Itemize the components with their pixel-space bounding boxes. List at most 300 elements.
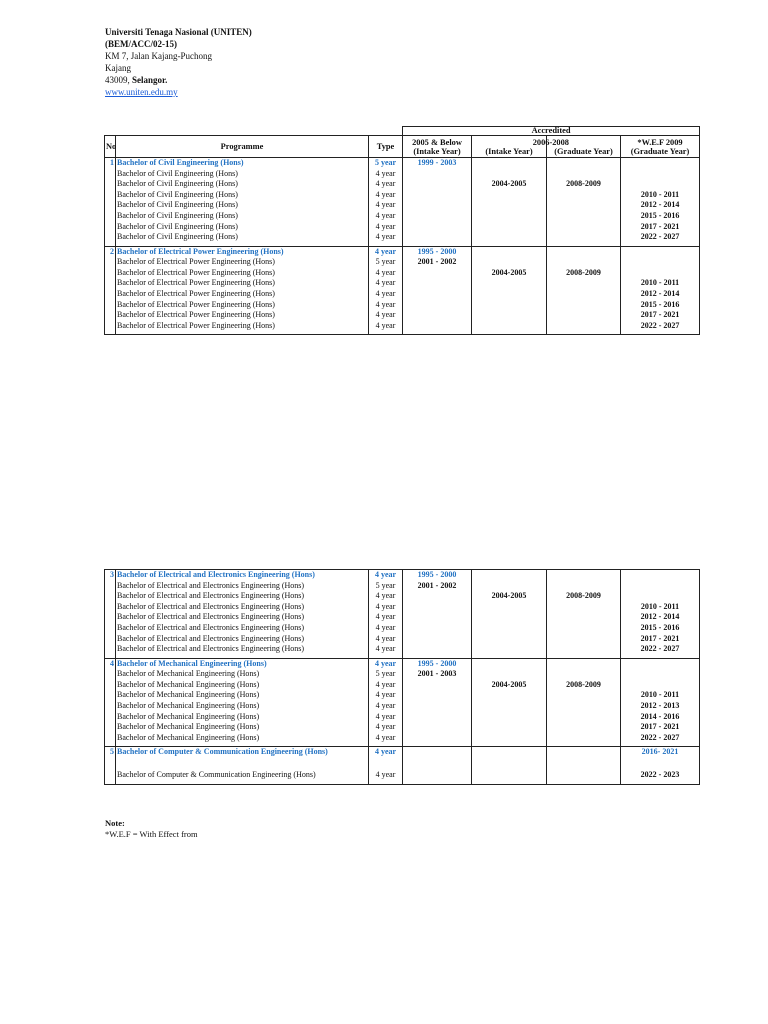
intake-year-2006 bbox=[472, 321, 547, 335]
year-2005-below bbox=[403, 680, 472, 691]
programme-type: 4 year bbox=[369, 722, 403, 733]
programme-title: Bachelor of Computer & Communication Engineering (Hons) bbox=[116, 747, 369, 758]
number-cell bbox=[105, 634, 116, 645]
year-2005-below bbox=[403, 321, 472, 335]
programme-name: Bachelor of Electrical Power Engineering (Hons) bbox=[116, 268, 369, 279]
wef-graduate-year bbox=[621, 268, 700, 279]
graduate-year-2006 bbox=[547, 300, 621, 311]
programme-name: Bachelor of Civil Engineering (Hons) bbox=[116, 200, 369, 211]
intake-year-2006 bbox=[472, 211, 547, 222]
programme-type: 4 year bbox=[369, 310, 403, 321]
table-row bbox=[105, 770, 700, 785]
programme-type: 4 year bbox=[369, 644, 403, 658]
graduate-year-2006 bbox=[547, 211, 621, 222]
intake-year-2006: 2004-2005 bbox=[472, 591, 547, 602]
programme-title-row bbox=[105, 658, 700, 669]
year-2005-below bbox=[403, 701, 472, 712]
programme-number: 3 bbox=[105, 570, 116, 581]
wef-graduate-year: 2012 - 2014 bbox=[621, 200, 700, 211]
year-2005-below bbox=[403, 602, 472, 613]
wef-graduate-year: 2010 - 2011 bbox=[621, 278, 700, 289]
graduate-year-2006 bbox=[547, 733, 621, 747]
programme-name: Bachelor of Civil Engineering (Hons) bbox=[116, 232, 369, 246]
number-cell bbox=[105, 232, 116, 246]
intake-year-2006 bbox=[472, 169, 547, 180]
programme-title-row bbox=[105, 246, 700, 257]
col-2006-intake-header bbox=[472, 136, 569, 158]
programme-name: Bachelor of Electrical and Electronics Engineering (Hons) bbox=[116, 644, 369, 658]
number-cell bbox=[105, 310, 116, 321]
intake-year-2006 bbox=[472, 190, 547, 201]
programme-type: 4 year bbox=[369, 770, 403, 785]
number-cell bbox=[105, 211, 116, 222]
intake-cell bbox=[472, 747, 547, 758]
intake-year-2006 bbox=[472, 300, 547, 311]
graduate-year-2006 bbox=[547, 169, 621, 180]
wef-graduate-year: 2015 - 2016 bbox=[621, 300, 700, 311]
programme-type: 4 year bbox=[369, 169, 403, 180]
programme-name: Bachelor of Mechanical Engineering (Hons) bbox=[116, 680, 369, 691]
programme-name: Bachelor of Civil Engineering (Hons) bbox=[116, 179, 369, 190]
graduate-year-2006 bbox=[547, 232, 621, 246]
programme-title-wef bbox=[621, 658, 700, 669]
address-line-1: KM 7, Jalan Kajang-Puchong bbox=[105, 51, 212, 61]
programme-name: Bachelor of Mechanical Engineering (Hons) bbox=[116, 733, 369, 747]
wef-graduate-year: 2022 - 2027 bbox=[621, 733, 700, 747]
table-row bbox=[105, 211, 700, 222]
number-cell bbox=[105, 169, 116, 180]
programme-type: 4 year bbox=[369, 612, 403, 623]
programme-title-2005: 1995 - 2000 bbox=[403, 246, 472, 257]
state: Selangor. bbox=[132, 75, 168, 85]
programme-type: 4 year bbox=[369, 701, 403, 712]
programme-title-type: 5 year bbox=[369, 158, 403, 169]
number-cell bbox=[105, 300, 116, 311]
table-row bbox=[105, 722, 700, 733]
programme-type: 4 year bbox=[369, 222, 403, 233]
table-row bbox=[105, 644, 700, 658]
number-cell bbox=[105, 257, 116, 268]
graduate-cell bbox=[547, 570, 621, 581]
graduate-year-2006: 2008-2009 bbox=[547, 179, 621, 190]
year-2005-below: 2001 - 2003 bbox=[403, 669, 472, 680]
wef-graduate-year: 2022 - 2027 bbox=[621, 232, 700, 246]
programme-type: 4 year bbox=[369, 602, 403, 613]
programme-title-row bbox=[105, 158, 700, 169]
programme-name: Bachelor of Mechanical Engineering (Hons) bbox=[116, 712, 369, 723]
programme-name: Bachelor of Civil Engineering (Hons) bbox=[116, 169, 369, 180]
number-cell bbox=[105, 758, 116, 770]
number-cell bbox=[105, 591, 116, 602]
number-cell bbox=[105, 222, 116, 233]
programme-type: 4 year bbox=[369, 733, 403, 747]
year-2005-below: 2001 - 2002 bbox=[403, 581, 472, 592]
year-2005-below bbox=[403, 733, 472, 747]
intake-year-2006 bbox=[472, 623, 547, 634]
year-2005-below: 2001 - 2002 bbox=[403, 257, 472, 268]
table-row bbox=[105, 300, 700, 311]
year-2005-below bbox=[403, 232, 472, 246]
col-2005-label: 2005 & Below bbox=[412, 137, 462, 147]
programme-title-type: 4 year bbox=[369, 570, 403, 581]
programme-number: 2 bbox=[105, 246, 116, 257]
graduate-year-2006 bbox=[547, 200, 621, 211]
year-2005-below bbox=[403, 612, 472, 623]
number-cell bbox=[105, 712, 116, 723]
number-cell bbox=[105, 581, 116, 592]
programme-name: Bachelor of Electrical and Electronics Engineering (Hons) bbox=[116, 634, 369, 645]
intake-year-2006: 2004-2005 bbox=[472, 680, 547, 691]
accreditation-table-1 bbox=[104, 126, 700, 335]
graduate-year-2006 bbox=[547, 581, 621, 592]
programme-name: Bachelor of Electrical Power Engineering (Hons) bbox=[116, 310, 369, 321]
graduate-year-2006 bbox=[547, 701, 621, 712]
graduate-year-2006 bbox=[547, 644, 621, 658]
programme-title-wef bbox=[621, 158, 700, 169]
col-programme-header: Programme bbox=[116, 136, 369, 158]
table-row bbox=[105, 758, 700, 770]
year-2005-below bbox=[403, 623, 472, 634]
graduate-year-2006 bbox=[547, 722, 621, 733]
graduate-year-2006 bbox=[547, 758, 621, 770]
programme-type: 4 year bbox=[369, 623, 403, 634]
programme-name: Bachelor of Electrical and Electronics Engineering (Hons) bbox=[116, 581, 369, 592]
graduate-year-2006 bbox=[547, 222, 621, 233]
intake-year-2006 bbox=[472, 581, 547, 592]
intake-year-2006 bbox=[472, 232, 547, 246]
programme-title: Bachelor of Electrical and Electronics Engineering (Hons) bbox=[116, 570, 369, 581]
postcode: 43009, bbox=[105, 75, 130, 85]
year-2005-below bbox=[403, 278, 472, 289]
table-row bbox=[105, 602, 700, 613]
graduate-year-2006 bbox=[547, 712, 621, 723]
intake-year-2006 bbox=[472, 722, 547, 733]
programme-title: Bachelor of Mechanical Engineering (Hons) bbox=[116, 658, 369, 669]
programme-name: Bachelor of Electrical Power Engineering (Hons) bbox=[116, 321, 369, 335]
number-cell bbox=[105, 690, 116, 701]
programme-type bbox=[369, 758, 403, 770]
programme-name: Bachelor of Electrical Power Engineering (Hons) bbox=[116, 257, 369, 268]
table-row bbox=[105, 200, 700, 211]
programme-type: 4 year bbox=[369, 591, 403, 602]
programme-name: Bachelor of Electrical and Electronics Engineering (Hons) bbox=[116, 612, 369, 623]
number-cell bbox=[105, 321, 116, 335]
intake-year-2006 bbox=[472, 690, 547, 701]
col-2005-sublabel: (Intake Year) bbox=[413, 146, 461, 156]
number-cell bbox=[105, 644, 116, 658]
wef-graduate-year: 2017 - 2021 bbox=[621, 222, 700, 233]
programme-type: 4 year bbox=[369, 300, 403, 311]
year-2005-below bbox=[403, 179, 472, 190]
number-cell bbox=[105, 200, 116, 211]
intake-cell bbox=[472, 246, 547, 257]
col-type-header: Type bbox=[369, 136, 403, 158]
programme-name: Bachelor of Electrical and Electronics Engineering (Hons) bbox=[116, 623, 369, 634]
programme-title-type: 4 year bbox=[369, 658, 403, 669]
intake-year-2006 bbox=[472, 602, 547, 613]
table-row bbox=[105, 278, 700, 289]
programme-name bbox=[116, 758, 369, 770]
table-row bbox=[105, 289, 700, 300]
year-2005-below bbox=[403, 300, 472, 311]
graduate-year-2006: 2008-2009 bbox=[547, 591, 621, 602]
intake-year-2006 bbox=[472, 669, 547, 680]
website-link[interactable]: www.uniten.edu.my bbox=[105, 87, 178, 97]
intake-year-2006: 2004-2005 bbox=[472, 179, 547, 190]
number-cell bbox=[105, 701, 116, 712]
year-2005-below bbox=[403, 190, 472, 201]
programme-name: Bachelor of Computer & Communication Engineering (Hons) bbox=[116, 770, 369, 785]
year-2005-below bbox=[403, 211, 472, 222]
graduate-year-2006 bbox=[547, 278, 621, 289]
programme-title-row bbox=[105, 570, 700, 581]
graduate-year-2006 bbox=[547, 310, 621, 321]
intake-year-2006 bbox=[472, 644, 547, 658]
intake-year-2006 bbox=[472, 758, 547, 770]
table-row bbox=[105, 634, 700, 645]
number-cell bbox=[105, 179, 116, 190]
programme-title-wef: 2016- 2021 bbox=[621, 747, 700, 758]
programme-name: Bachelor of Electrical Power Engineering (Hons) bbox=[116, 300, 369, 311]
graduate-year-2006 bbox=[547, 289, 621, 300]
year-2005-below bbox=[403, 644, 472, 658]
graduate-cell bbox=[547, 658, 621, 669]
programme-name: Bachelor of Mechanical Engineering (Hons) bbox=[116, 690, 369, 701]
wef-graduate-year: 2012 - 2013 bbox=[621, 701, 700, 712]
table-row bbox=[105, 612, 700, 623]
wef-graduate-year: 2017 - 2021 bbox=[621, 722, 700, 733]
programme-title-2005: 1995 - 2000 bbox=[403, 570, 472, 581]
table-row bbox=[105, 623, 700, 634]
wef-graduate-year: 2015 - 2016 bbox=[621, 623, 700, 634]
graduate-year-2006 bbox=[547, 634, 621, 645]
col-2006-grad-label: (Graduate Year) bbox=[554, 146, 613, 156]
number-cell bbox=[105, 268, 116, 279]
intake-cell bbox=[472, 570, 547, 581]
programme-type: 4 year bbox=[369, 278, 403, 289]
wef-graduate-year: 2010 - 2011 bbox=[621, 602, 700, 613]
wef-graduate-year bbox=[621, 179, 700, 190]
programme-title-type: 4 year bbox=[369, 747, 403, 758]
programme-type: 4 year bbox=[369, 179, 403, 190]
intake-year-2006 bbox=[472, 701, 547, 712]
intake-year-2006 bbox=[472, 278, 547, 289]
col-wef-label: *W.E.F 2009 bbox=[637, 137, 683, 147]
col-wef-sublabel: (Graduate Year) bbox=[630, 146, 690, 156]
col-wef-header bbox=[621, 136, 700, 158]
number-cell bbox=[105, 722, 116, 733]
programme-type: 4 year bbox=[369, 190, 403, 201]
intake-year-2006 bbox=[472, 310, 547, 321]
wef-graduate-year: 2017 - 2021 bbox=[621, 634, 700, 645]
number-cell bbox=[105, 612, 116, 623]
col-2006-intake-label: (Intake Year) bbox=[485, 146, 533, 156]
programme-name: Bachelor of Mechanical Engineering (Hons) bbox=[116, 722, 369, 733]
table-row bbox=[105, 222, 700, 233]
col-no-header: No bbox=[105, 136, 116, 158]
table-row bbox=[105, 257, 700, 268]
year-2005-below bbox=[403, 169, 472, 180]
wef-graduate-year bbox=[621, 669, 700, 680]
graduate-year-2006: 2008-2009 bbox=[547, 268, 621, 279]
programme-type: 4 year bbox=[369, 634, 403, 645]
wef-graduate-year: 2012 - 2014 bbox=[621, 289, 700, 300]
programme-type: 4 year bbox=[369, 232, 403, 246]
accredited-header: Accredited bbox=[403, 127, 700, 136]
programme-name: Bachelor of Electrical and Electronics Engineering (Hons) bbox=[116, 591, 369, 602]
programme-type: 5 year bbox=[369, 581, 403, 592]
table-row bbox=[105, 690, 700, 701]
graduate-year-2006 bbox=[547, 770, 621, 785]
year-2005-below bbox=[403, 268, 472, 279]
programme-type: 5 year bbox=[369, 257, 403, 268]
year-2005-below bbox=[403, 722, 472, 733]
programme-title-2005: 1995 - 2000 bbox=[403, 658, 472, 669]
programme-title-row bbox=[105, 747, 700, 758]
intake-year-2006 bbox=[472, 634, 547, 645]
col-2005-header bbox=[403, 136, 472, 158]
table-row bbox=[105, 701, 700, 712]
number-cell bbox=[105, 278, 116, 289]
programme-title-wef bbox=[621, 246, 700, 257]
year-2005-below bbox=[403, 712, 472, 723]
table-row bbox=[105, 190, 700, 201]
university-name: Universiti Tenaga Nasional (UNITEN) bbox=[105, 27, 252, 37]
programme-type: 4 year bbox=[369, 321, 403, 335]
graduate-cell bbox=[547, 747, 621, 758]
year-2005-below bbox=[403, 310, 472, 321]
programme-name: Bachelor of Mechanical Engineering (Hons) bbox=[116, 701, 369, 712]
programme-title-wef bbox=[621, 570, 700, 581]
table-row bbox=[105, 169, 700, 180]
intake-year-2006 bbox=[472, 733, 547, 747]
intake-year-2006 bbox=[472, 712, 547, 723]
col-2006-label: 2006-2008 bbox=[532, 137, 569, 147]
programme-type: 4 year bbox=[369, 211, 403, 222]
wef-graduate-year: 2010 - 2011 bbox=[621, 190, 700, 201]
table-row bbox=[105, 321, 700, 335]
number-cell bbox=[105, 602, 116, 613]
programme-type: 4 year bbox=[369, 680, 403, 691]
wef-graduate-year bbox=[621, 169, 700, 180]
address-line-2: Kajang bbox=[105, 63, 131, 73]
programme-name: Bachelor of Civil Engineering (Hons) bbox=[116, 211, 369, 222]
graduate-year-2006: 2008-2009 bbox=[547, 680, 621, 691]
year-2005-below bbox=[403, 634, 472, 645]
year-2005-below bbox=[403, 222, 472, 233]
year-2005-below bbox=[403, 758, 472, 770]
wef-graduate-year bbox=[621, 581, 700, 592]
accreditation-code: (BEM/ACC/02-15) bbox=[105, 39, 177, 49]
programme-title-type: 4 year bbox=[369, 246, 403, 257]
table-row bbox=[105, 669, 700, 680]
note-label: Note: bbox=[105, 818, 125, 828]
address-line-3 bbox=[105, 74, 252, 86]
year-2005-below bbox=[403, 690, 472, 701]
programme-type: 5 year bbox=[369, 669, 403, 680]
year-2005-below bbox=[403, 770, 472, 785]
table-row bbox=[105, 591, 700, 602]
wef-graduate-year: 2022 - 2027 bbox=[621, 644, 700, 658]
graduate-year-2006 bbox=[547, 190, 621, 201]
number-cell bbox=[105, 669, 116, 680]
programme-number: 4 bbox=[105, 658, 116, 669]
table-row bbox=[105, 733, 700, 747]
graduate-year-2006 bbox=[547, 623, 621, 634]
graduate-year-2006 bbox=[547, 669, 621, 680]
programme-type: 4 year bbox=[369, 712, 403, 723]
programme-title-2005: 1999 - 2003 bbox=[403, 158, 472, 169]
graduate-year-2006 bbox=[547, 602, 621, 613]
table-row bbox=[105, 268, 700, 279]
intake-year-2006 bbox=[472, 200, 547, 211]
wef-graduate-year: 2014 - 2016 bbox=[621, 712, 700, 723]
graduate-year-2006 bbox=[547, 257, 621, 268]
note-text: *W.E.F = With Effect from bbox=[105, 829, 198, 839]
number-cell bbox=[105, 623, 116, 634]
graduate-year-2006 bbox=[547, 321, 621, 335]
wef-graduate-year: 2010 - 2011 bbox=[621, 690, 700, 701]
wef-graduate-year: 2017 - 2021 bbox=[621, 310, 700, 321]
intake-year-2006 bbox=[472, 257, 547, 268]
programme-name: Bachelor of Civil Engineering (Hons) bbox=[116, 222, 369, 233]
intake-cell bbox=[472, 658, 547, 669]
wef-graduate-year bbox=[621, 758, 700, 770]
wef-graduate-year: 2022 - 2027 bbox=[621, 321, 700, 335]
wef-graduate-year: 2015 - 2016 bbox=[621, 211, 700, 222]
intake-year-2006 bbox=[472, 612, 547, 623]
programme-number: 1 bbox=[105, 158, 116, 169]
programme-name: Bachelor of Mechanical Engineering (Hons) bbox=[116, 669, 369, 680]
wef-graduate-year: 2012 - 2014 bbox=[621, 612, 700, 623]
number-cell bbox=[105, 733, 116, 747]
programme-name: Bachelor of Civil Engineering (Hons) bbox=[116, 190, 369, 201]
wef-graduate-year bbox=[621, 680, 700, 691]
wef-graduate-year bbox=[621, 257, 700, 268]
intake-year-2006: 2004-2005 bbox=[472, 268, 547, 279]
accreditation-table-2 bbox=[104, 569, 700, 785]
intake-year-2006 bbox=[472, 289, 547, 300]
wef-graduate-year bbox=[621, 591, 700, 602]
programme-number: 5 bbox=[105, 747, 116, 758]
intake-cell bbox=[472, 158, 547, 169]
table-row bbox=[105, 581, 700, 592]
graduate-year-2006 bbox=[547, 612, 621, 623]
graduate-cell bbox=[547, 246, 621, 257]
programme-type: 4 year bbox=[369, 200, 403, 211]
wef-graduate-year: 2022 - 2023 bbox=[621, 770, 700, 785]
table-row bbox=[105, 232, 700, 246]
programme-title-2005 bbox=[403, 747, 472, 758]
institution-header bbox=[105, 26, 252, 98]
table-row bbox=[105, 680, 700, 691]
year-2005-below bbox=[403, 591, 472, 602]
graduate-year-2006 bbox=[547, 690, 621, 701]
number-cell bbox=[105, 680, 116, 691]
year-2005-below bbox=[403, 200, 472, 211]
intake-year-2006 bbox=[472, 222, 547, 233]
year-2005-below bbox=[403, 289, 472, 300]
programme-type: 4 year bbox=[369, 268, 403, 279]
number-cell bbox=[105, 190, 116, 201]
programme-title: Bachelor of Electrical Power Engineering (Hons) bbox=[116, 246, 369, 257]
programme-type: 4 year bbox=[369, 289, 403, 300]
table-row bbox=[105, 310, 700, 321]
programme-name: Bachelor of Electrical and Electronics Engineering (Hons) bbox=[116, 602, 369, 613]
table-row bbox=[105, 712, 700, 723]
programme-type: 4 year bbox=[369, 690, 403, 701]
number-cell bbox=[105, 289, 116, 300]
